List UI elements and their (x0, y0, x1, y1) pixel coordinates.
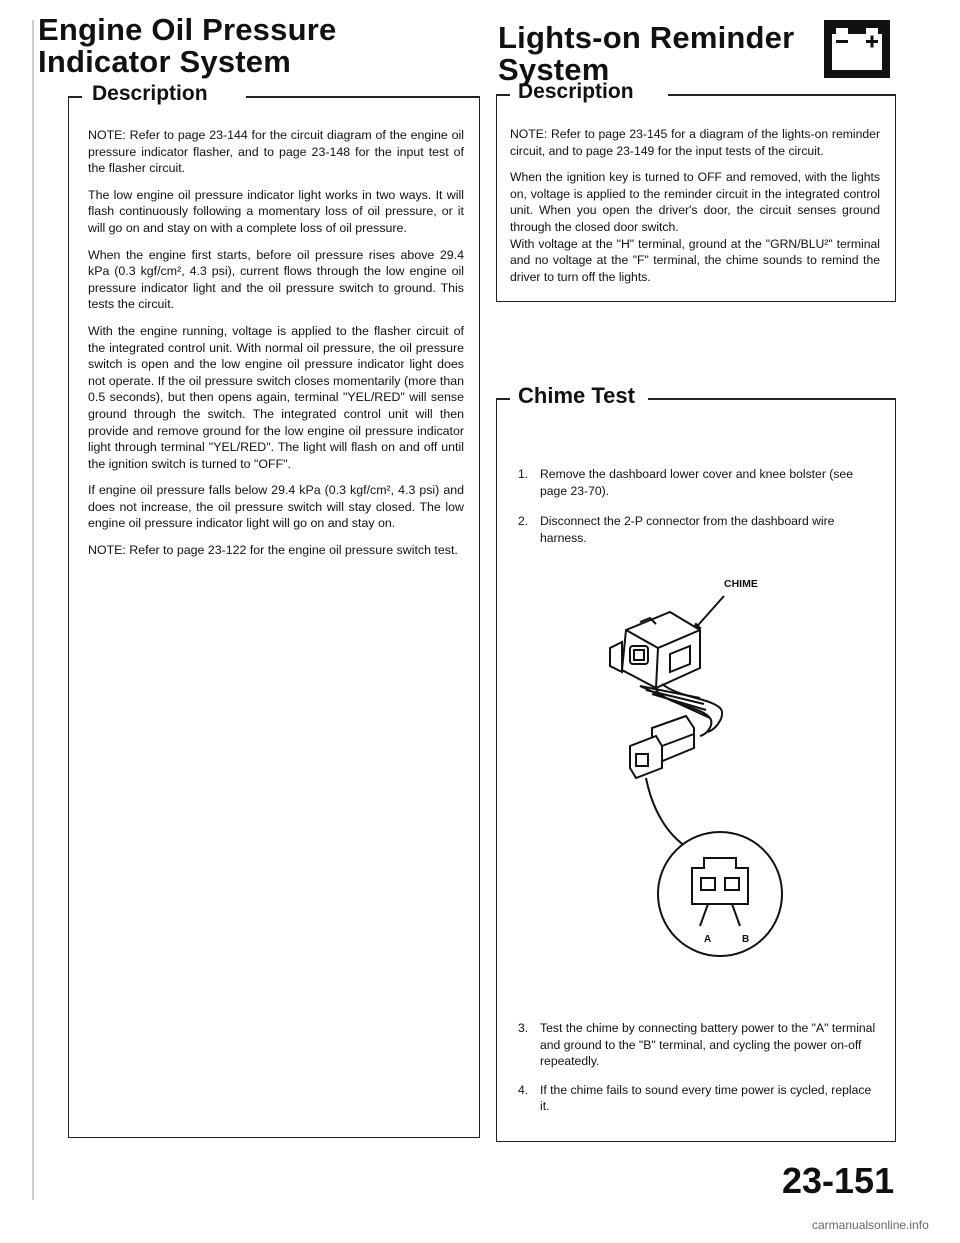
step-4-text: If the chime fails to sound every time power is cycled, replace it. (540, 1082, 872, 1114)
chime-figure (600, 578, 840, 988)
chime-box-top-line (648, 398, 896, 400)
left-box-top-line (246, 96, 480, 98)
page-number: 23-151 (782, 1160, 895, 1201)
right-para-1: NOTE: Refer to page 23-145 for a diagram of the lights-on reminder circuit, and to page 23-149 for the input tests of the circuit. (510, 127, 880, 158)
left-para-3: When the engine first starts, before oil pressure rises above 29.4 kPa (0.3 kgf/cm², 4.3 psi), current flows through the low engine oil pressure indicator light and the oil pressure switch to ground. This tests the circuit. (88, 247, 464, 312)
battery-icon (822, 18, 892, 80)
footer-watermark: carmanualsonline.info (812, 1218, 929, 1232)
terminal-b-label: B (742, 934, 750, 945)
step-2-text: Disconnect the 2-P connector from the dashboard wire harness. (540, 514, 835, 545)
chime-illustration (600, 578, 840, 988)
step-2 (518, 513, 880, 546)
chime-steps-bottom (518, 1020, 880, 1127)
chime-label: CHIME (724, 578, 758, 590)
chime-box-top-stub (496, 398, 510, 400)
right-title (498, 22, 794, 86)
right-box-top-line (668, 94, 896, 96)
left-title-line2: Indicator System (38, 44, 292, 79)
left-title (38, 14, 336, 78)
left-section-heading: Description (92, 82, 208, 105)
right-section-heading: Description (518, 80, 634, 103)
left-para-2: The low engine oil pressure indicator light works in two ways. It will flash continuously following a momentary loss of oil pressure, or it will go on and stay on with a complete loss of oil pressure. (88, 187, 464, 235)
right-para-2: When the ignition key is turned to OFF and removed, with the lights on, voltage is applied to the reminder circuit in the integrated control unit. When you open the driver's door, the circuit senses ground through the closed door switch. (510, 170, 880, 234)
left-box-top-stub (68, 96, 82, 98)
terminal-a-label: A (704, 934, 712, 945)
step-1-text: Remove the dashboard lower cover and knee bolster (see page 23-70). (540, 467, 853, 498)
binding-line (32, 20, 34, 1200)
right-title-line1: Lights-on Reminder (498, 20, 795, 55)
step-1-num: 1. (518, 467, 529, 481)
left-para-4: With the engine running, voltage is applied to the flasher circuit of the integrated control unit. With normal oil pressure, the oil pressure switch is open and the low engine oil pressure indicator light does not operate. If the oil pressure switch closes momentarily (more than 0.5 seconds), but then opens again, terminal "YEL/RED" will sense ground through the switch. The integrated control unit will then provide and remove ground for the low engine oil pressure indicator light through terminal "YEL/RED". The light will flash on and off until the ignition switch is turned to "OFF". (88, 323, 464, 471)
step-1 (518, 466, 880, 499)
right-para-3: With voltage at the "H" terminal, ground at the "GRN/BLU²" terminal and no voltage at the "F" terminal, the chime sounds to remind the driver to turn off the lights. (510, 236, 880, 284)
left-para-5: If engine oil pressure falls below 29.4 kPa (0.3 kgf/cm², 4.3 psi) and does not increase, the oil pressure switch will stay closed. The low engine oil pressure indicator light will go on and stay on. (88, 483, 464, 531)
step-2-num: 2. (518, 514, 529, 529)
chime-steps-top (518, 466, 880, 558)
left-title-line1: Engine Oil Pressure (38, 12, 337, 47)
right-box-top-stub (496, 94, 510, 96)
step-4-num: 4. (518, 1082, 529, 1097)
step-3 (518, 1020, 880, 1070)
left-para-6: NOTE: Refer to page 23-122 for the engine oil pressure switch test. (88, 543, 458, 558)
left-description-text (88, 127, 464, 569)
right-title-line2: System (498, 52, 610, 87)
step-3-num: 3. (518, 1021, 529, 1035)
left-para-1: NOTE: Refer to page 23-144 for the circuit diagram of the engine oil pressure indicator flasher, and to page 23-148 for the input test of the flasher circuit. (88, 128, 464, 176)
chime-test-heading: Chime Test (518, 383, 635, 408)
step-3-text: Test the chime by connecting battery power to the "A" terminal and ground to the "B" terminal, and cycling the power on-off repeatedly. (540, 1021, 876, 1069)
step-4 (518, 1082, 880, 1115)
right-description-text (510, 126, 880, 295)
